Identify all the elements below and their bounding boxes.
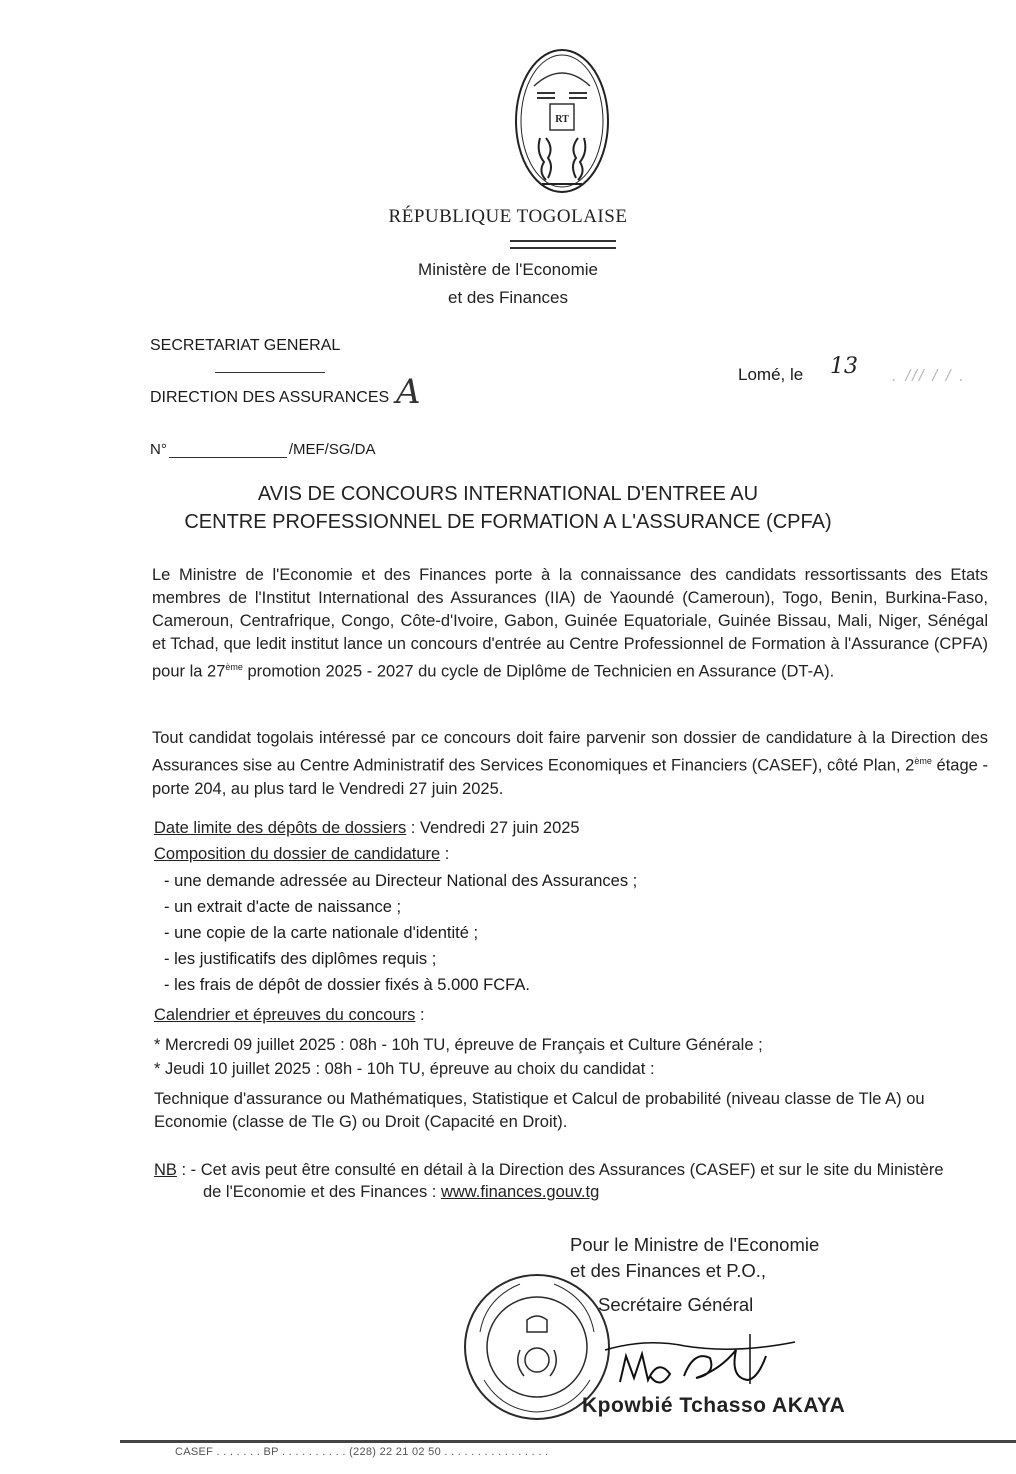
signatory-name: Kpowbié Tchasso AKAYA	[582, 1394, 846, 1417]
note-line1: NB : - Cet avis peut être consulté en détail à la Direction des Assurances (CASEF) et sur le site du Ministère	[154, 1161, 944, 1179]
reference-blank	[169, 443, 287, 458]
exam-day2: * Jeudi 10 juillet 2025 : 08h - 10h TU, épreuve au choix du candidat :	[154, 1060, 655, 1078]
notice-title-line2: CENTRE PROFESSIONNEL DE FORMATION A L'ASSURANCE (CPFA)	[184, 511, 832, 533]
deadline-label: Date limite des dépôts de dossiers	[154, 819, 407, 837]
note-label: NB	[154, 1161, 177, 1179]
exam-options-line1: Technique d'assurance ou Mathématiques, Statistique et Calcul de probabilité (niveau classe de Tle A) ou	[154, 1090, 925, 1108]
notice-title-line1: AVIS DE CONCOURS INTERNATIONAL D'ENTREE AU	[257, 483, 759, 505]
togo-coat-of-arms-emblem	[512, 46, 612, 196]
direction-assurances: DIRECTION DES ASSURANCES	[150, 389, 390, 406]
republic-name: RÉPUBLIQUE TOGOLAISE	[388, 206, 628, 227]
header-divider	[510, 240, 616, 249]
exam-options-line2: Economie (classe de Tle G) ou Droit (Capacité en Droit).	[154, 1113, 568, 1131]
reference-number	[150, 441, 376, 458]
exam-day1: * Mercredi 09 juillet 2025 : 08h - 10h TU, épreuve de Français et Culture Générale ;	[154, 1036, 763, 1054]
signatory-role: Secrétaire Général	[598, 1294, 754, 1315]
ministry-website-link[interactable]: www.finances.gouv.tg	[440, 1183, 600, 1201]
handwritten-signature	[600, 1320, 850, 1390]
reference-prefix: N°	[150, 441, 167, 458]
intro-paragraph: Le Ministre de l'Economie et des Finances porte à la connaissance des candidats ressortissants des Etats membres de l'Institut International des Assurances (IIA) de Yaoundé (Cameroun), Togo, Benin, Burkina-Faso, Cameroun, Centrafrique, Congo, Côte-d'Ivoire, Gabon, Guinée Equatoriale, Guinée Bissau, Mali, Niger, Sénégal et Tchad, que ledit institut lance un concours d'entrée au Centre Professionnel de Formation à l'Assurance (CPFA) pour la 27ème promotion 2025 - 2027 du cycle de Diplôme de Technicien en Assurance (DT-A).	[152, 566, 988, 681]
footer-divider	[120, 1440, 1016, 1443]
signature-line2: et des Finances et P.O.,	[570, 1260, 767, 1281]
handwritten-direction-mark: A	[396, 372, 421, 412]
list-item: - les frais de dépôt de dossier fixés à 5.000 FCFA.	[164, 976, 530, 994]
secretariat-general: SECRETARIAT GENERAL	[150, 337, 341, 354]
composition-list	[164, 868, 637, 998]
dateline-day-handwritten: 13	[830, 354, 858, 379]
dateline-place: Lomé, le	[738, 365, 804, 384]
list-item: - un extrait d'acte de naissance ;	[164, 898, 402, 916]
list-item: - une copie de la carte nationale d'identité ;	[164, 924, 479, 942]
reference-suffix: /MEF/SG/DA	[288, 441, 376, 458]
calendar-label: Calendrier et épreuves du concours	[154, 1006, 416, 1024]
composition-heading: Composition du dossier de candidature :	[154, 845, 450, 863]
submission-paragraph: Tout candidat togolais intéressé par ce concours doit faire parvenir son dossier de candidature à la Direction des Assurances sise au Centre Administratif des Services Economiques et Financiers (CASEF), côté Plan, 2ème étage - porte 204, au plus tard le Vendredi 27 juin 2025.	[152, 729, 988, 798]
list-item: - une demande adressée au Directeur National des Assurances ;	[164, 872, 638, 890]
dateline-faded-stamp: . /// / / .	[892, 366, 966, 385]
composition-label: Composition du dossier de candidature	[154, 845, 441, 863]
calendar-heading: Calendrier et épreuves du concours :	[154, 1006, 425, 1024]
deadline-value: : Vendredi 27 juin 2025	[406, 819, 580, 837]
deadline-line	[154, 817, 580, 840]
emblem-text: RT	[555, 114, 569, 125]
ministry-name-line2: et des Finances	[447, 288, 568, 307]
ministry-name-line1: Ministère de l'Economie	[418, 260, 598, 279]
signature-line1: Pour le Ministre de l'Economie	[570, 1234, 820, 1255]
list-item: - les justificatifs des diplômes requis ;	[164, 950, 437, 968]
footer-address-faded: CASEF . . . . . . . BP . . . . . . . . . . (228) 22 21 02 50 . . . . . . . . . . . . . . . .	[175, 1446, 549, 1458]
note-line2: de l'Economie et des Finances : www.finances.gouv.tg	[203, 1183, 600, 1201]
sender-divider	[215, 372, 325, 373]
